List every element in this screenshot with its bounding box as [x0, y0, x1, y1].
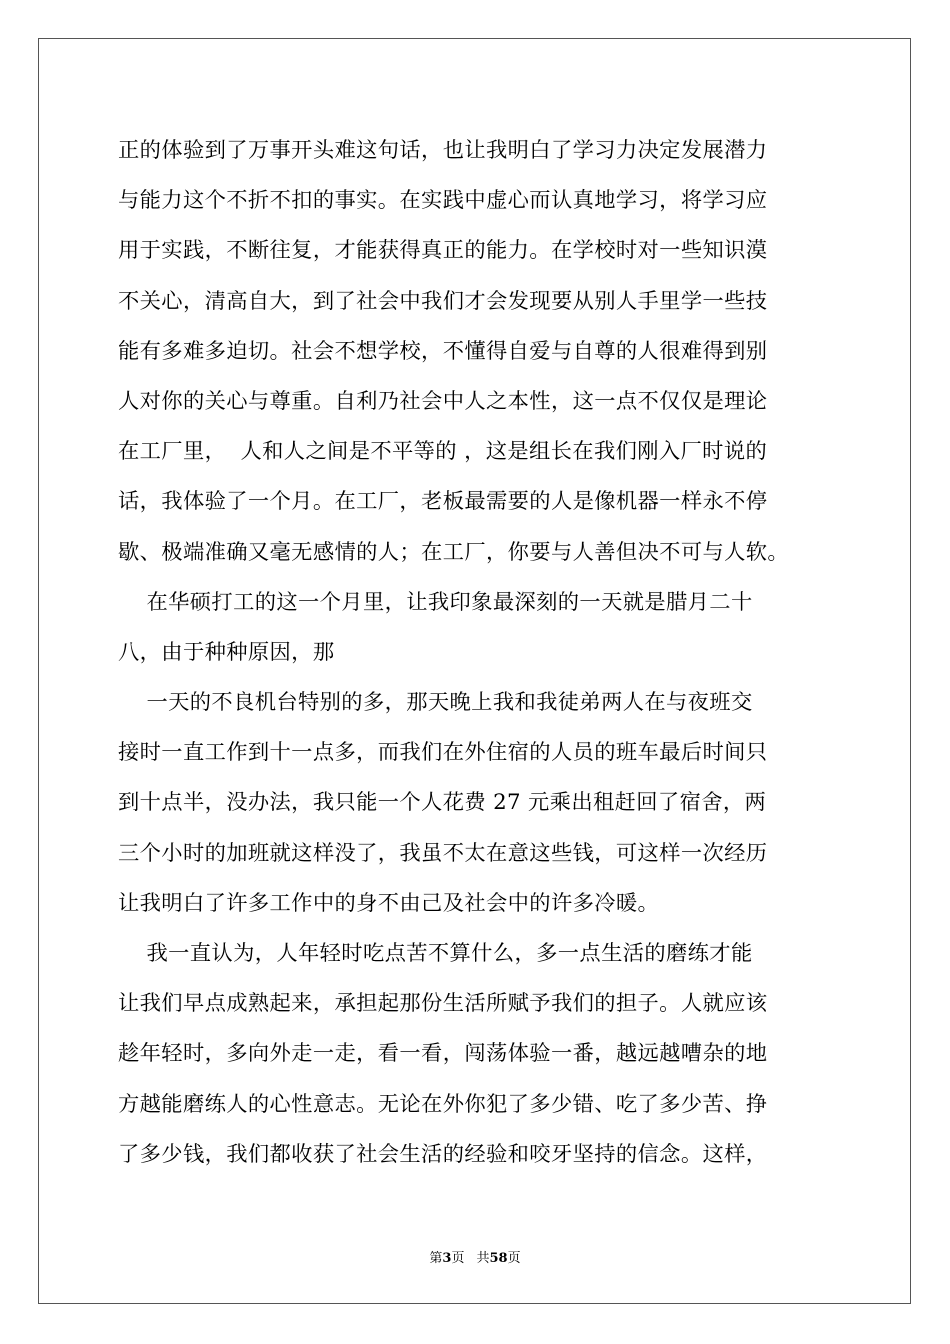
- total-prefix: 共: [476, 1251, 490, 1266]
- text-line: 方越能磨练人的心性意志。无论在外你犯了多少错、吃了多少苦、挣: [118, 1091, 768, 1117]
- page-number: 3: [442, 1251, 452, 1266]
- text-line: 到十点半，没办法，我只能一个人花费 27 元乘出租赶回了宿舍，两: [118, 790, 767, 816]
- text-line: 一天的不良机台特别的多，那天晚上我和我徒弟两人在与夜班交: [118, 690, 753, 716]
- page-prefix: 第: [429, 1251, 443, 1266]
- text-line: 让我们早点成熟起来，承担起那份生活所赋予我们的担子。人就应该: [118, 991, 768, 1017]
- text-line: 用于实践，不断往复，才能获得真正的能力。在学校时对一些知识漠: [118, 238, 768, 264]
- text-line: 人对你的关心与尊重。自利乃社会中人之本性，这一点不仅仅是理论: [118, 388, 768, 414]
- page-footer: [0, 1247, 950, 1266]
- text-line: 让我明白了许多工作中的身不由己及社会中的许多冷暖。: [118, 890, 660, 916]
- text-line: 了多少钱，我们都收获了社会生活的经验和咬牙坚持的信念。这样，: [118, 1141, 768, 1167]
- text-line: 歇、极端准确又毫无感情的人；在工厂，你要与人善但决不可与人软。: [118, 539, 790, 565]
- text-line: 不关心，清高自大，到了社会中我们才会发现要从别人手里学一些技: [118, 288, 768, 314]
- text-line: 三个小时的加班就这样没了，我虽不太在意这些钱，可这样一次经历: [118, 840, 768, 866]
- page-suffix: 页: [451, 1251, 465, 1266]
- text-line: 能有多难多迫切。社会不想学校，不懂得自爱与自尊的人很难得到别: [118, 338, 768, 364]
- text-line: 八，由于种种原因，那: [118, 639, 335, 665]
- text-line: 在华硕打工的这一个月里，让我印象最深刻的一天就是腊月二十: [118, 589, 753, 615]
- text-line: 我一直认为，人年轻时吃点苦不算什么，多一点生活的磨练才能: [118, 941, 753, 966]
- text-line: 趁年轻时，多向外走一走，看一看，闯荡体验一番，越远越嘈杂的地: [118, 1041, 768, 1067]
- text-line: 与能力这个不折不扣的事实。在实践中虚心而认真地学习，将学习应: [118, 188, 768, 214]
- text-line: 话，我体验了一个月。在工厂，老板最需要的人是像机器一样永不停: [118, 489, 768, 515]
- text-line: 正的体验到了万事开头难这句话，也让我明白了学习力决定发展潜力: [118, 138, 768, 163]
- total-suffix: 页: [507, 1251, 521, 1266]
- document-body: [118, 126, 838, 1180]
- text-line: 接时一直工作到十一点多，而我们在外住宿的人员的班车最后时间只: [118, 740, 768, 766]
- text-line: 在工厂里， 人和人之间是不平等的 ，这是组长在我们刚入厂时说的: [118, 439, 768, 465]
- total-pages: 58: [489, 1251, 508, 1266]
